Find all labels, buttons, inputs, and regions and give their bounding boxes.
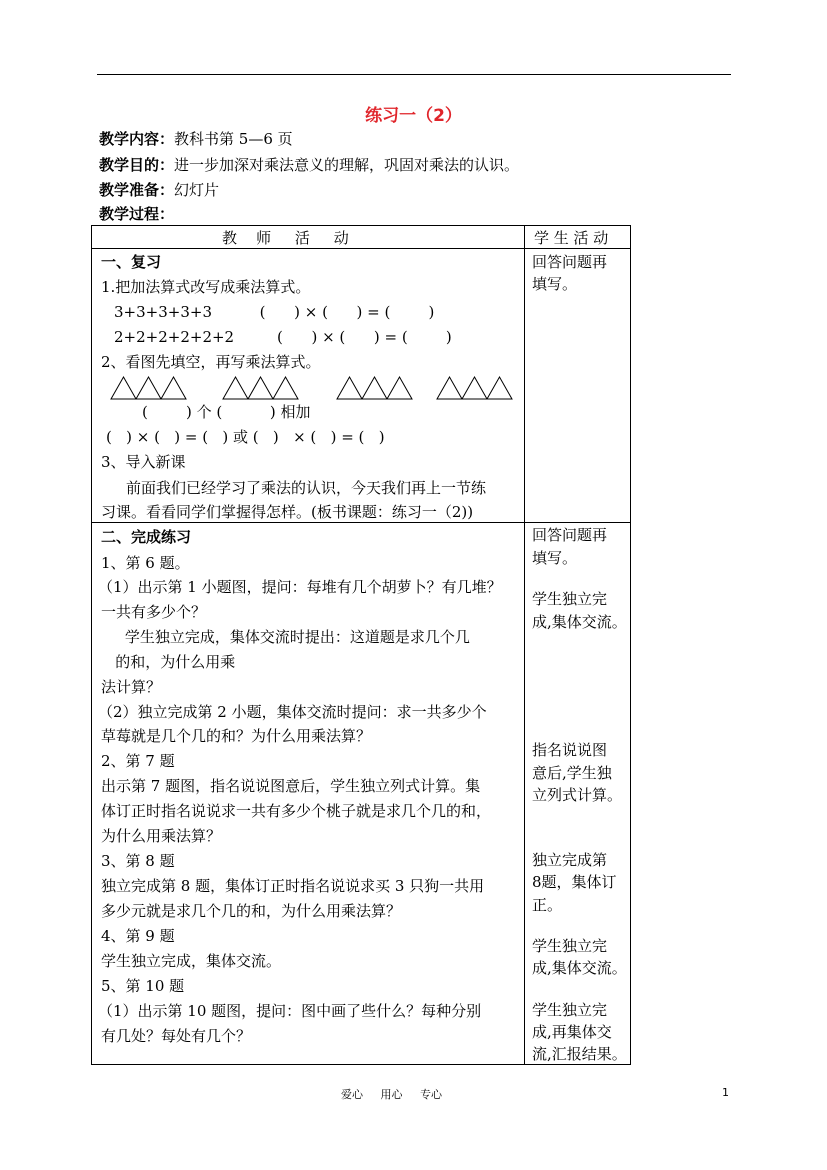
- question-1-line-2: 2+2+2+2+2+2 ( ) × ( ) = ( ): [114, 328, 452, 346]
- column-divider: [524, 226, 525, 1064]
- exercise-line: 一共有多少个？: [101, 603, 207, 621]
- exercise-line: 出示第 7 题图，指名说说图意后，学生独立列式计算。集: [101, 777, 481, 795]
- teacher-column-header: 教 师 活 动: [222, 229, 349, 247]
- triangle-groups: [92, 374, 524, 402]
- triangle-group: [437, 377, 512, 399]
- triangle-shape: [273, 377, 298, 399]
- question-3: 3、导入新课: [101, 453, 186, 471]
- page-number: 1: [722, 1086, 729, 1099]
- student-note: 学生独立完: [532, 590, 608, 608]
- meta-key: 教学内容：: [99, 130, 175, 148]
- student-note: 8题，集体订: [532, 873, 617, 891]
- student-note: 流,汇报结果。: [532, 1045, 627, 1063]
- triangle-group: [337, 377, 412, 399]
- exercise-line: 有几处？每处有几个？: [101, 1027, 252, 1045]
- triangle-shape: [111, 377, 136, 399]
- exercise-line: 的和，为什么用乘: [101, 653, 236, 671]
- triangle-shape: [136, 377, 161, 399]
- student-note: 独立完成第: [532, 851, 608, 869]
- student-note: 学生独立完: [532, 1001, 608, 1019]
- triangle-shape: [223, 377, 248, 399]
- student-note: 立列式计算。: [532, 786, 623, 804]
- lesson-table: [91, 225, 631, 1065]
- student-note: 填写。: [532, 275, 578, 293]
- question-1-line-1: 3+3+3+3+3 ( ) × ( ) = ( ): [114, 303, 435, 321]
- triangle-shape: [387, 377, 412, 399]
- student-note: 回答问题再: [532, 526, 608, 544]
- exercise-line: 学生独立完成，集体交流。: [101, 952, 282, 970]
- meta-key: 教学目的：: [99, 156, 175, 174]
- meta-key: 教学过程：: [99, 205, 175, 223]
- exercise-line: 4、第 9 题: [101, 927, 175, 945]
- exercise-line: 3、第 8 题: [101, 852, 175, 870]
- exercise-line: 多少元就是求几个几的和，为什么用乘法算？: [101, 902, 402, 920]
- exercise-line: 1、第 6 题。: [101, 554, 190, 572]
- triangles-illustration: [92, 374, 524, 402]
- exercise-line: 2、第 7 题: [101, 752, 175, 770]
- question-2-blank-2: ( ) × ( ) = ( ) 或 ( ) × ( ) = ( ): [106, 428, 385, 446]
- exercise-line: （1）出示第 10 题图，提问：图中画了些什么？每种分别: [98, 1002, 482, 1020]
- meta-content: [99, 128, 293, 149]
- exercise-line: （2）独立完成第 2 小题，集体交流时提问：求一共多少个: [98, 703, 487, 721]
- meta-key: 教学准备：: [99, 181, 175, 199]
- meta-process: [99, 203, 174, 224]
- triangle-group: [223, 377, 298, 399]
- triangle-group: [111, 377, 186, 399]
- triangle-shape: [462, 377, 487, 399]
- section-divider: [92, 522, 630, 523]
- header-rule: [97, 74, 731, 75]
- triangle-shape: [337, 377, 362, 399]
- meta-goal: [99, 154, 519, 175]
- exercise-line: 独立完成第 8 题，集体订正时指名说说求买 3 只狗一共用: [101, 877, 485, 895]
- exercise-line: 学生独立完成，集体交流时提出：这道题是求几个几: [101, 628, 470, 646]
- exercise-line: 为什么用乘法算？: [101, 827, 222, 845]
- student-note: 回答问题再: [532, 253, 608, 271]
- question-3-text-2: 习课。看看同学们掌握得怎样。(板书课题：练习一（2)): [101, 503, 474, 521]
- student-note: 成,集体交流。: [532, 959, 627, 977]
- meta-prep: [99, 179, 219, 200]
- student-note: 成,再集体交: [532, 1023, 612, 1041]
- exercise-line: （1）出示第 1 小题图，提问：每堆有几个胡萝卜？有几堆？: [98, 578, 502, 596]
- student-note: 学生独立完: [532, 937, 608, 955]
- exercise-line: 草莓就是几个几的和？为什么用乘法算？: [101, 727, 372, 745]
- exercise-line: 体订正时指名说说求一共有多少个桃子就是求几个几的和，: [101, 802, 492, 820]
- student-note: 成,集体交流。: [532, 613, 627, 631]
- student-column-header: 学 生 活 动: [534, 229, 609, 247]
- section2-heading: 二、完成练习: [101, 528, 192, 546]
- student-note: 指名说说图: [532, 741, 608, 759]
- student-note: 正。: [532, 896, 563, 914]
- student-note: 意后,学生独: [532, 764, 612, 782]
- meta-value: 进一步加深对乘法意义的理解，巩固对乘法的认识。: [174, 156, 520, 174]
- question-3-text-1: 前面我们已经学习了乘法的认识，今天我们再上一节练: [126, 479, 487, 497]
- triangle-shape: [487, 377, 512, 399]
- exercise-line: 法计算？: [101, 678, 162, 696]
- meta-value: 教科书第 5—6 页: [174, 130, 293, 148]
- question-2-blank-1: ( ) 个 ( ) 相加: [142, 403, 311, 421]
- triangle-shape: [161, 377, 186, 399]
- section1-heading: 一、复习: [101, 253, 162, 271]
- meta-value: 幻灯片: [174, 181, 220, 199]
- triangle-shape: [248, 377, 273, 399]
- triangle-shape: [362, 377, 387, 399]
- question-1: 1.把加法算式改写成乘法算式。: [101, 278, 311, 296]
- header-row-divider: [92, 248, 630, 249]
- student-note: 填写。: [532, 549, 578, 567]
- question-2: 2、看图先填空，再写乘法算式。: [101, 353, 321, 371]
- triangle-shape: [437, 377, 462, 399]
- exercise-line: 5、第 10 题: [101, 977, 185, 995]
- footer-motto: 爱心 用心 专心: [341, 1088, 442, 1101]
- page-title: 练习一（2）: [365, 106, 462, 126]
